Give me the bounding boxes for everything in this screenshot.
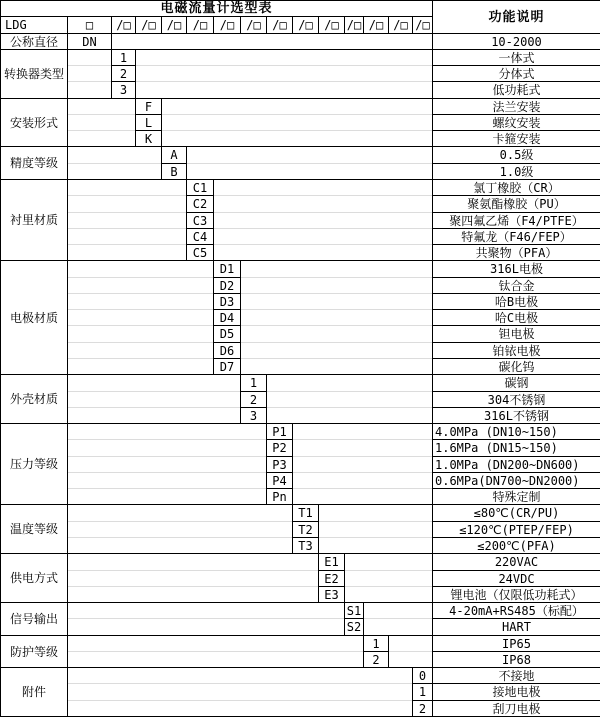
gridline (68, 472, 266, 473)
code-cell: D2 (213, 277, 241, 294)
desc-cell: 1.0级 (432, 163, 600, 180)
gridline (68, 277, 213, 278)
category-label: 安装形式 (0, 98, 68, 147)
desc-cell: 碳钢 (432, 374, 600, 392)
desc-cell: 220VAC (432, 553, 600, 571)
model-slot: /□ (344, 16, 364, 34)
code-cell: 2 (412, 700, 433, 717)
gridline (68, 618, 344, 619)
code-cell: C5 (186, 244, 214, 261)
filler-cell (67, 374, 241, 424)
code-cell: D3 (213, 293, 241, 310)
desc-cell: ≤80℃(CR/PU) (432, 504, 600, 522)
category-label: 附件 (0, 667, 68, 717)
desc-cell: 碳化钨 (432, 358, 600, 375)
filler-cell (67, 179, 187, 261)
gridline (68, 65, 111, 66)
category-label: 公称直径 (0, 33, 68, 50)
filler-cell (135, 49, 433, 99)
code-cell: B (161, 163, 187, 180)
model-slot: /□ (388, 16, 413, 34)
model-slot: /□ (161, 16, 187, 34)
code-cell: D7 (213, 358, 241, 375)
code-cell: S2 (344, 618, 364, 636)
filler-cell (388, 635, 433, 668)
filler-cell (213, 179, 433, 261)
gridline (68, 456, 266, 457)
model-slot: /□ (213, 16, 241, 34)
desc-cell: ≤120℃(PTEP/FEP) (432, 521, 600, 538)
desc-cell: 分体式 (432, 65, 600, 82)
gridline (68, 537, 292, 538)
gridline (68, 488, 266, 489)
filler-cell (363, 602, 433, 636)
filler-cell (266, 374, 433, 424)
category-label: 供电方式 (0, 553, 68, 603)
category-label: 电极材质 (0, 260, 68, 375)
model-slot: /□ (363, 16, 389, 34)
gridline (68, 651, 363, 652)
gridline (214, 244, 432, 245)
code-cell: P1 (266, 423, 293, 440)
gridline (68, 570, 318, 571)
code-cell: C2 (186, 195, 214, 213)
gridline (241, 293, 432, 294)
desc-cell: 4.0MPa (DN10~150) (432, 423, 600, 440)
gridline (136, 81, 432, 82)
desc-cell: 不接地 (432, 667, 600, 684)
filler-cell (67, 553, 319, 603)
desc-cell: IP65 (432, 635, 600, 652)
model-box: □ (67, 16, 112, 34)
desc-cell: 卡箍安装 (432, 130, 600, 147)
category-label: 防护等级 (0, 635, 68, 668)
model-slot: /□ (412, 16, 433, 34)
model-slot: /□ (240, 16, 267, 34)
desc-cell: 特殊定制 (432, 488, 600, 505)
function-header: 功能说明 (432, 0, 600, 34)
gridline (68, 309, 213, 310)
gridline (68, 130, 135, 131)
gridline (162, 130, 432, 131)
model-slot: /□ (111, 16, 136, 34)
gridline (68, 244, 186, 245)
gridline (389, 651, 432, 652)
gridline (68, 293, 213, 294)
desc-cell: 螺纹安装 (432, 114, 600, 131)
desc-cell: 聚氨酯橡胶（PU） (432, 195, 600, 213)
gridline (267, 407, 432, 408)
filler-cell (240, 260, 433, 375)
code-cell: C1 (186, 179, 214, 196)
code-cell: C3 (186, 212, 214, 229)
gridline (241, 358, 432, 359)
code-cell: T2 (292, 521, 319, 538)
filler-cell (67, 602, 345, 636)
filler-cell (67, 504, 293, 554)
code-cell: A (161, 146, 187, 164)
desc-cell: 低功耗式 (432, 81, 600, 99)
gridline (68, 163, 161, 164)
gridline (68, 342, 213, 343)
model-slot: /□ (186, 16, 214, 34)
gridline (241, 342, 432, 343)
gridline (68, 683, 412, 684)
desc-cell: 24VDC (432, 570, 600, 587)
code-cell: T1 (292, 504, 319, 522)
category-label: 精度等级 (0, 146, 68, 180)
filler-cell (344, 553, 433, 603)
desc-cell: 1.6MPa (DN15~150) (432, 439, 600, 457)
gridline (293, 472, 432, 473)
desc-cell: 钛合金 (432, 277, 600, 294)
gridline (241, 325, 432, 326)
code-cell: K (135, 130, 162, 147)
desc-cell: 316L电极 (432, 260, 600, 278)
category-label: 压力等级 (0, 423, 68, 505)
gridline (68, 325, 213, 326)
gridline (68, 81, 111, 82)
desc-cell: 接地电极 (432, 683, 600, 701)
gridline (68, 586, 318, 587)
desc-cell: 1.0MPa (DN200~DN600) (432, 456, 600, 473)
code-cell: P2 (266, 439, 293, 457)
desc-cell: 一体式 (432, 49, 600, 66)
model-slot: /□ (266, 16, 293, 34)
desc-cell: 4-20mA+RS485（标配） (432, 602, 600, 619)
filler-cell (67, 635, 364, 668)
gridline (214, 195, 432, 196)
code-cell: E3 (318, 586, 345, 603)
code-cell: D1 (213, 260, 241, 278)
desc-cell: HART (432, 618, 600, 636)
code-cell: D4 (213, 309, 241, 326)
desc-cell: 法兰安装 (432, 98, 600, 115)
desc-cell: 铂铱电极 (432, 342, 600, 359)
desc-cell: 哈B电极 (432, 293, 600, 310)
desc-cell: 304不锈钢 (432, 391, 600, 408)
filler-cell (186, 146, 433, 180)
filler-cell (67, 260, 214, 375)
code-cell: C4 (186, 228, 214, 245)
filler-cell (67, 423, 267, 505)
model-prefix: LDG (0, 16, 68, 34)
gridline (241, 309, 432, 310)
code-cell: Pn (266, 488, 293, 505)
desc-cell: 聚四氟乙烯（F4/PTFE） (432, 212, 600, 229)
code-cell: 1 (111, 49, 136, 66)
gridline (214, 228, 432, 229)
code-cell: D5 (213, 325, 241, 343)
model-slot: /□ (292, 16, 319, 34)
desc-cell: 锂电池（仅限低功耗式） (432, 586, 600, 603)
code-cell: P3 (266, 456, 293, 473)
desc-cell: IP68 (432, 651, 600, 668)
gridline (267, 391, 432, 392)
code-cell: D6 (213, 342, 241, 359)
code-cell: L (135, 114, 162, 131)
category-label: 信号输出 (0, 602, 68, 636)
code-cell: 3 (111, 81, 136, 99)
filler-cell (67, 667, 413, 717)
gridline (214, 212, 432, 213)
desc-cell: 共聚物（PFA） (432, 244, 600, 261)
desc-cell: 氯丁橡胶（CR） (432, 179, 600, 196)
gridline (68, 407, 240, 408)
gridline (293, 488, 432, 489)
desc-cell: 特氟龙（F46/FEP） (432, 228, 600, 245)
gridline (319, 537, 432, 538)
filler-cell (161, 98, 433, 147)
gridline (136, 65, 432, 66)
desc-cell: 0.5级 (432, 146, 600, 164)
code-cell: DN (67, 33, 112, 50)
gridline (345, 570, 432, 571)
desc-cell: 316L不锈钢 (432, 407, 600, 424)
code-cell: P4 (266, 472, 293, 489)
code-cell: 2 (111, 65, 136, 82)
code-cell: S1 (344, 602, 364, 619)
gridline (293, 439, 432, 440)
filler-cell (67, 49, 112, 99)
code-cell: E1 (318, 553, 345, 571)
filler-cell (318, 504, 433, 554)
code-cell: 3 (240, 407, 267, 424)
category-label: 外壳材质 (0, 374, 68, 424)
code-cell: F (135, 98, 162, 115)
code-cell: E2 (318, 570, 345, 587)
gridline (68, 439, 266, 440)
table-title: 电磁流量计选型表 (0, 0, 433, 17)
gridline (68, 212, 186, 213)
gridline (364, 618, 432, 619)
filler-cell (67, 146, 162, 180)
code-cell: 2 (240, 391, 267, 408)
gridline (241, 277, 432, 278)
code-cell: 1 (363, 635, 389, 652)
gridline (68, 521, 292, 522)
gridline (68, 700, 412, 701)
code-cell: 0 (412, 667, 433, 684)
gridline (68, 228, 186, 229)
model-slot: /□ (318, 16, 345, 34)
gridline (162, 114, 432, 115)
desc-cell: ≤200℃(PFA) (432, 537, 600, 554)
gridline (68, 358, 213, 359)
gridline (293, 456, 432, 457)
gridline (68, 195, 186, 196)
gridline (68, 391, 240, 392)
filler-cell (67, 98, 136, 147)
desc-cell: 刮刀电极 (432, 700, 600, 717)
desc-cell: 0.6MPa(DN700~DN2000) (432, 472, 600, 489)
desc-cell: 钽电极 (432, 325, 600, 343)
filler-cell (111, 33, 433, 50)
desc-cell: 10-2000 (432, 33, 600, 50)
code-cell: 2 (363, 651, 389, 668)
gridline (187, 163, 432, 164)
code-cell: 1 (412, 683, 433, 701)
code-cell: T3 (292, 537, 319, 554)
category-label: 转换器类型 (0, 49, 68, 99)
category-label: 温度等级 (0, 504, 68, 554)
gridline (68, 114, 135, 115)
gridline (345, 586, 432, 587)
category-label: 衬里材质 (0, 179, 68, 261)
desc-cell: 哈C电极 (432, 309, 600, 326)
filler-cell (292, 423, 433, 505)
model-slot: /□ (135, 16, 162, 34)
code-cell: 1 (240, 374, 267, 392)
gridline (319, 521, 432, 522)
